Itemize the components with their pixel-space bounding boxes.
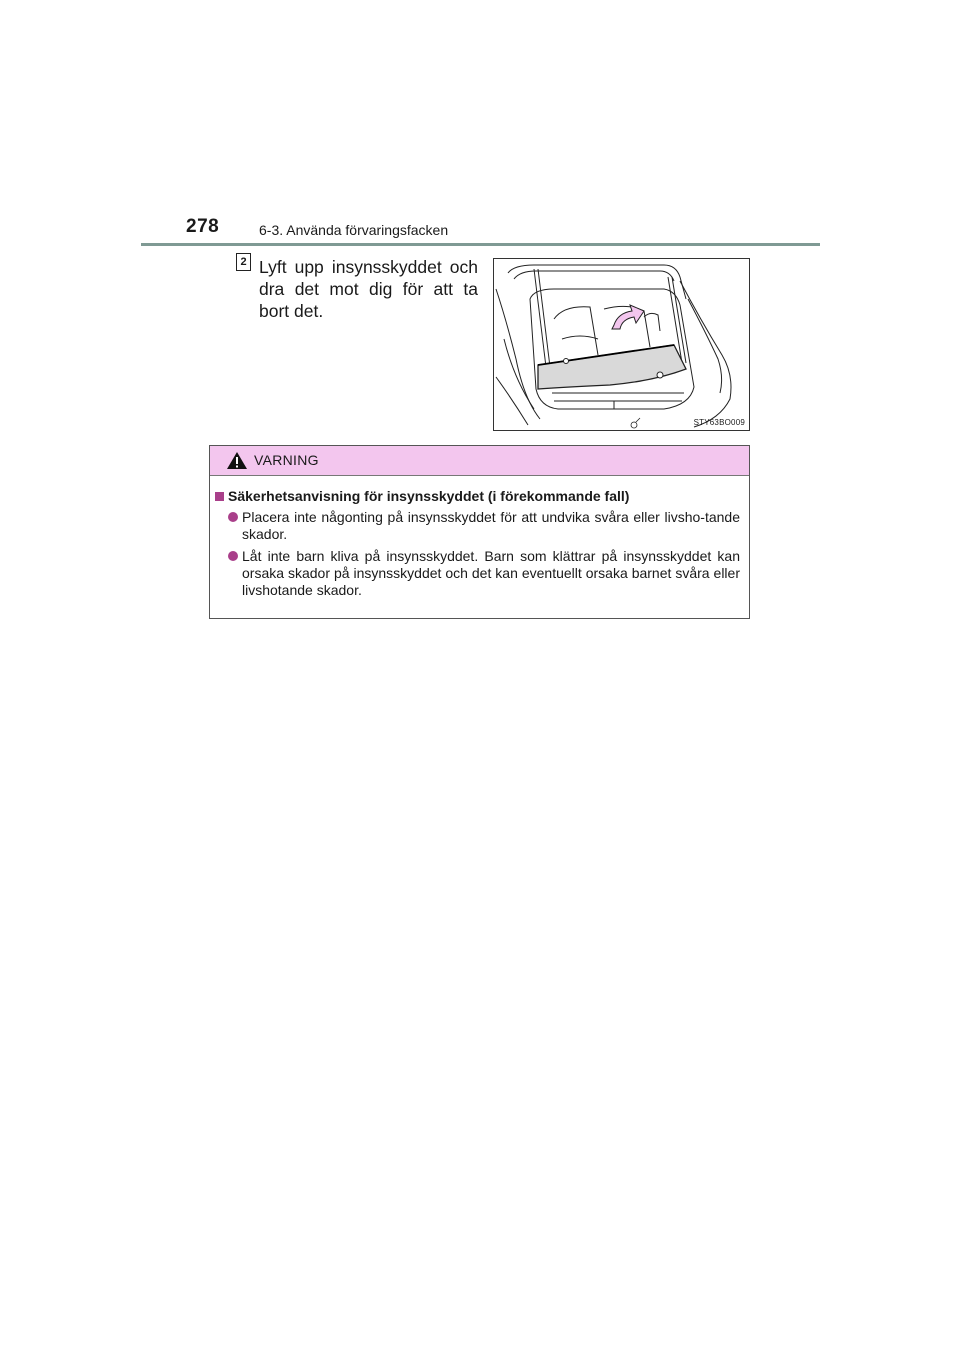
trunk-drawing <box>494 259 749 430</box>
header-divider <box>141 243 820 246</box>
warning-label: VARNING <box>254 452 319 468</box>
page-number: 278 <box>186 216 220 237</box>
warning-heading <box>215 488 740 504</box>
trunk-cover-illustration <box>493 258 750 431</box>
figure-code: STY63BO009 <box>693 418 745 427</box>
warning-item-text: Låt inte barn kliva på insynsskyddet. Barn som klättrar på insynsskyddet kan orsaka skador på insynsskyddet och det kan eventuellt orsaka barnet svåra eller livshotande skador. <box>242 548 740 598</box>
circle-bullet-icon <box>228 551 238 561</box>
warning-box <box>209 445 750 619</box>
warning-item <box>215 548 740 599</box>
step-number-badge: 2 <box>236 253 251 271</box>
section-title: 6-3. Använda förvaringsfacken <box>259 222 449 238</box>
square-bullet-icon <box>215 492 224 501</box>
warning-item-text: Placera inte någonting på insynsskyddet för att undvika svåra eller livsho-tande skador. <box>242 509 740 542</box>
warning-header <box>210 446 749 476</box>
lift-direction-arrow <box>612 305 644 329</box>
warning-triangle-icon <box>226 451 248 470</box>
step-instruction: Lyft upp insynsskyddet och dra det mot dig för att ta bort det. <box>259 257 478 321</box>
circle-bullet-icon <box>228 512 238 522</box>
warning-item <box>215 509 740 543</box>
warning-body <box>210 476 749 599</box>
warning-heading-text: Säkerhetsanvisning för insynsskyddet (i förekommande fall) <box>228 488 630 504</box>
